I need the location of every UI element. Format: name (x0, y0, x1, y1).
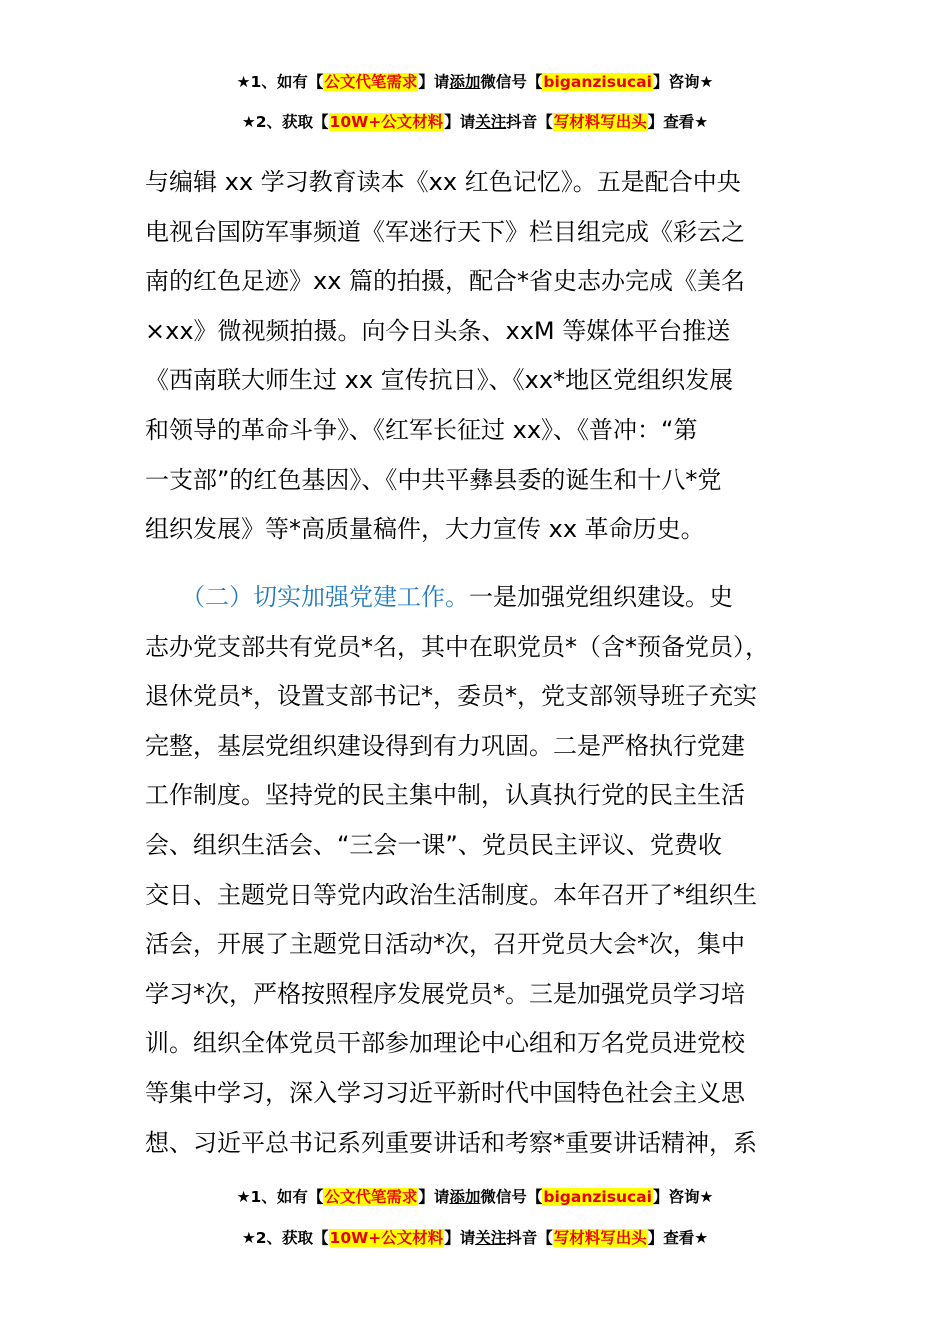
promo-text: 】咨询★ (652, 1188, 714, 1206)
promo-wechat-id: biganzisucai (543, 1188, 652, 1206)
promo-text: 微信号【 (480, 1188, 543, 1206)
promo-text: 】查看★ (647, 1229, 709, 1247)
text-line: 一支部”的红色基因》、《中共平彝县委的诞生和十八*党 (145, 465, 722, 494)
text-line: 想、习近平总书记系列重要讲话和考察*重要讲话精神，系 (145, 1128, 757, 1157)
promo-text: 】请 (444, 113, 476, 131)
promo-text: ★2、获取【 (241, 113, 329, 131)
promo-text: 抖音【 (506, 1229, 553, 1247)
body-paragraph-2 (145, 573, 810, 1168)
body-paragraph-1 (145, 158, 810, 555)
text-line: 会、组织生活会、“三会一课”、党员民主评议、党费收 (145, 830, 722, 859)
promo-text: ★1、如有【 (236, 1188, 324, 1206)
promo-underlined: 添加 (449, 73, 481, 91)
text-line: 组织发展》等*高质量稿件，大力宣传 xx 革命历史。 (145, 515, 705, 544)
promo-highlight: 公文代笔需求 (324, 73, 418, 91)
text-line: 退休党员*，设置支部书记*，委员*，党支部领导班子充实 (145, 682, 757, 711)
text-line: 交日、主题党日等党内政治生活制度。本年召开了*组织生 (145, 880, 757, 909)
promo-highlight: 10W+公文材料 (329, 1229, 444, 1247)
header-promo-line-2 (0, 110, 950, 134)
promo-text: 抖音【 (506, 113, 553, 131)
text-line: 志办党支部共有党员*名，其中在职党员*（含*预备党员）， (145, 632, 769, 661)
text-line: ×xx》微视频拍摄。向今日头条、xxM 等媒体平台推送 (145, 316, 731, 345)
text-line: 电视台国防军事频道《军迷行天下》栏目组完成《彩云之 (145, 217, 745, 246)
text-segment: 一是加强党组织建设。史 (469, 583, 733, 611)
section-heading: （二）切实加强党建工作。 (193, 583, 469, 611)
text-line: 《西南联大师生过 xx 宣传抗日》、《xx*地区党组织发展 (145, 366, 734, 395)
promo-text: 微信号【 (480, 73, 543, 91)
promo-text: ★2、获取【 (241, 1229, 329, 1247)
promo-highlight: 公文代笔需求 (324, 1188, 418, 1206)
promo-text: 】查看★ (647, 113, 709, 131)
promo-text: 】咨询★ (652, 73, 714, 91)
text-line: 活会，开展了主题党日活动*次，召开党员大会*次，集中 (145, 930, 745, 959)
promo-text: ★1、如有【 (236, 73, 324, 91)
text-line: 训。组织全体党员干部参加理论中心组和万名党员进党校 (145, 1029, 745, 1058)
promo-highlight: 10W+公文材料 (329, 113, 444, 131)
promo-underlined: 关注 (475, 113, 507, 131)
promo-douyin-id: 写材料写出头 (553, 113, 647, 131)
promo-underlined: 添加 (449, 1188, 481, 1206)
text-line: 和领导的革命斗争》、《红军长征过 xx》、《普冲：“第 (145, 415, 698, 444)
text-line: 学习*次，严格按照程序发展党员*。三是加强党员学习培 (145, 979, 745, 1008)
text-line: 完整，基层党组织建设得到有力巩固。二是严格执行党建 (145, 731, 745, 760)
text-line: 与编辑 xx 学习教育读本《xx 红色记忆》。五是配合中央 (145, 168, 741, 196)
text-line: 工作制度。坚持党的民主集中制，认真执行党的民主生活 (145, 781, 745, 810)
promo-underlined: 关注 (475, 1229, 507, 1247)
footer-promo-line-1 (0, 1185, 950, 1209)
header-promo-line-1 (0, 70, 950, 94)
promo-text: 】请 (418, 1188, 450, 1206)
promo-text: 】请 (444, 1229, 476, 1247)
text-line: 南的红色足迹》xx 篇的拍摄，配合*省史志办完成《美名 (145, 267, 746, 296)
text-line: 等集中学习，深入学习习近平新时代中国特色社会主义思 (145, 1078, 745, 1107)
footer-promo-line-2 (0, 1226, 950, 1250)
promo-wechat-id: biganzisucai (543, 73, 652, 91)
promo-douyin-id: 写材料写出头 (553, 1229, 647, 1247)
promo-text: 】请 (418, 73, 450, 91)
text-line (145, 573, 810, 623)
